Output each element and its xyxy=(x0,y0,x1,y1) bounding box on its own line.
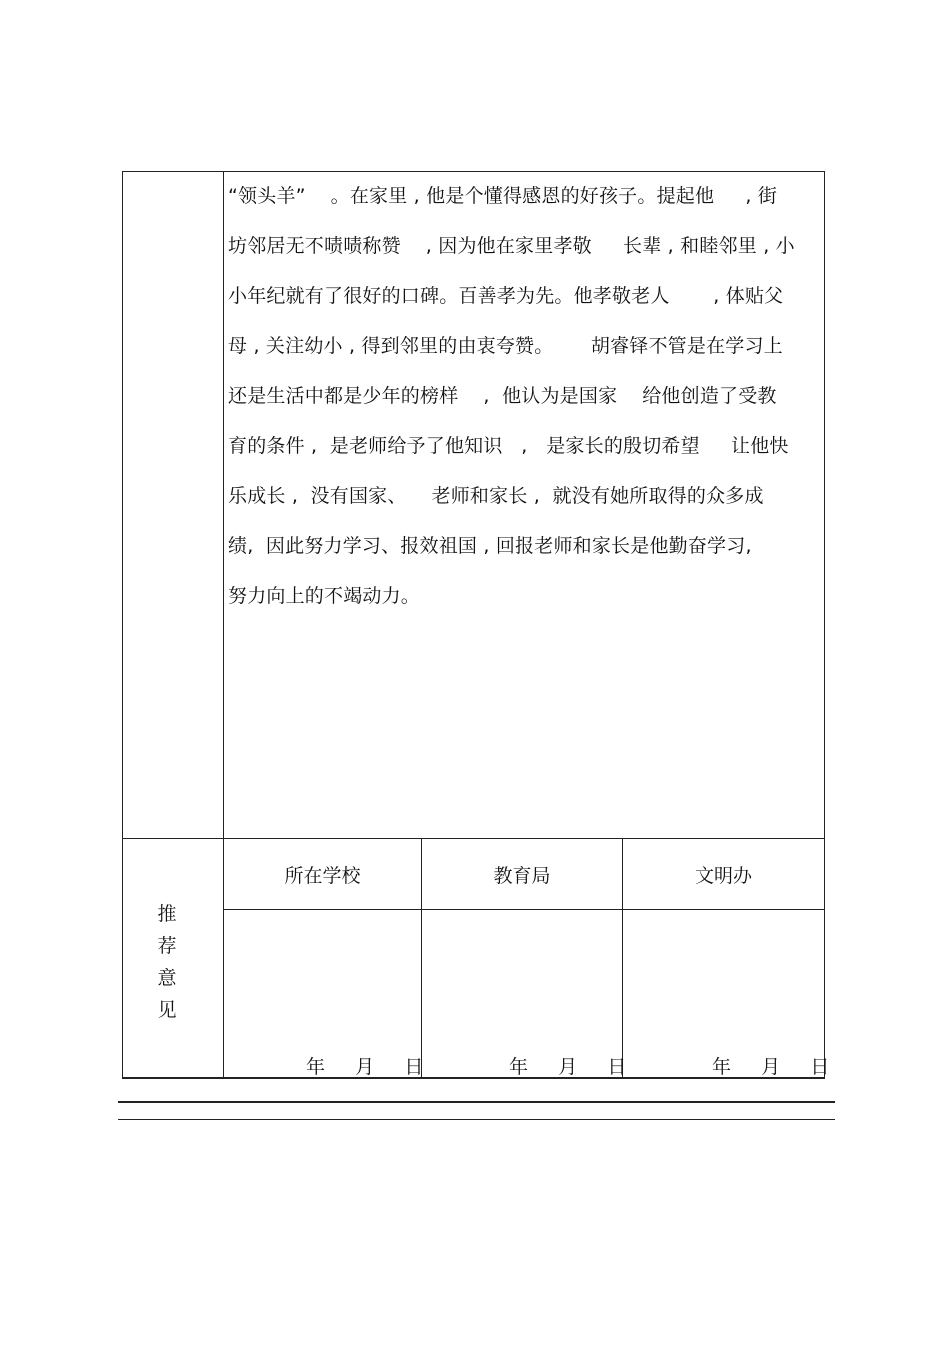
column-header-school: 所在学校 xyxy=(284,865,361,887)
body-text-line: 努力向上的不竭动力。 xyxy=(228,585,421,607)
body-text-line: 乐成长 , 没有国家、 老师和家长 , 就没有她所取得的众多成 xyxy=(228,485,764,507)
date-civilization-office: 年 月 日 xyxy=(712,1056,830,1078)
recommend-header-divider xyxy=(223,909,825,910)
body-text-line: 育的条件 , 是老师给予了他知识 , 是家长的殷切希望 让他快 xyxy=(228,435,789,457)
date-education-bureau: 年 月 日 xyxy=(509,1056,627,1078)
column-header-civilization-office: 文明办 xyxy=(694,865,752,887)
table-top-border xyxy=(122,171,825,172)
body-text-line: “领头羊” 。在家里 , 他是个懂得感恩的好孩子。提起他 , 街 xyxy=(228,185,778,207)
recommend-label-char: 见 xyxy=(157,999,177,1021)
date-school: 年 月 日 xyxy=(306,1056,424,1078)
table-right-border xyxy=(824,171,825,1079)
body-text-line: 绩, 因此努力学习、报效祖国 , 回报老师和家长是他勤奋学习, xyxy=(228,535,752,557)
body-text-line: 母 , 关注幼小 , 得到邻里的由衷夸赞。 胡睿铎不管是在学习上 xyxy=(228,335,783,357)
footer-rule-thick xyxy=(118,1101,835,1103)
recommend-label-char: 荐 xyxy=(157,935,177,957)
recommend-label-char: 推 xyxy=(157,903,177,925)
body-text-line: 小年纪就有了很好的口碑。百善孝为先。他孝敬老人 , 体贴父 xyxy=(228,285,784,307)
recommend-label-char: 意 xyxy=(157,967,177,989)
table-left-border xyxy=(122,171,123,1079)
body-text-line: 坊邻居无不啧啧称赞 , 因为他在家里孝敬 长辈 , 和睦邻里 , 小 xyxy=(228,235,795,257)
footer-rule-thin xyxy=(118,1119,835,1120)
recommend-label xyxy=(150,898,184,1026)
table-inner-vertical xyxy=(223,171,224,1079)
table-section-divider xyxy=(122,838,825,839)
column-header-education-bureau: 教育局 xyxy=(493,865,551,887)
body-text-line: 还是生活中都是少年的榜样 , 他认为是国家 给他创造了受教 xyxy=(228,385,777,407)
